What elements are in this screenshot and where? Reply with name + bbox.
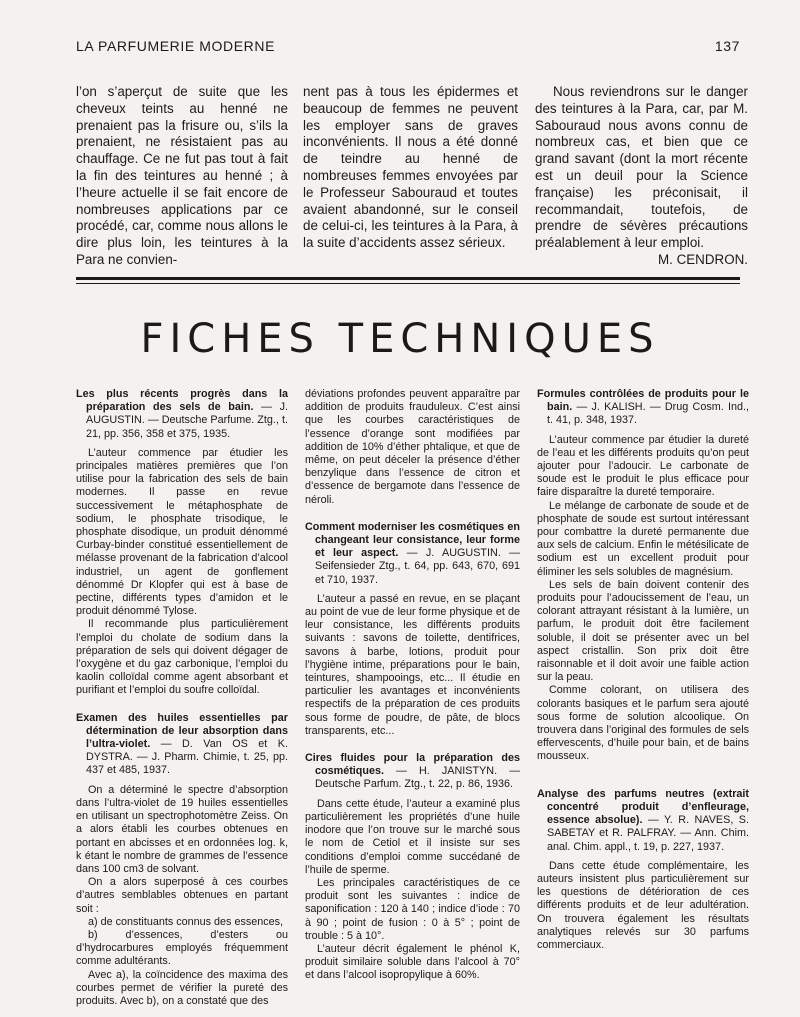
entry-text: Avec a), la coïncidence des maxima des courbes permet de vérifier la pureté des produits. Avec b), on a constaté que des: [76, 968, 288, 1007]
entry-text: b) d’essences, d’esters ou d’hydrocarbures employés fréquemment comme adultérants.: [76, 928, 288, 968]
entry-heading: Les plus récents progrès dans la préparation des sels de bain. — J. AUGUSTIN. — Deutsche Parfume. Ztg., t. 21, pp. 356, 358 et 375, 1935.: [76, 388, 288, 440]
article-text: nent pas à tous les épidermes et beaucoup de femmes ne peuvent les employer sans de graves inconvénients. Il nous a été donné de teindre au henné de nombreuses femmes envoyées par le Professeur Sabouraud et toutes avaient abandonné, sur le conseil de celui-ci, les teintures à la Para, à la suite d’accidents assez sérieux.: [303, 84, 518, 251]
entry-text: Les sels de bain doivent contenir des produits pour l’adoucissement de l’eau, un colorant attrayant résistant à la lumière, un parfum, le produit doit être facilement soluble, il doit se présenter avec un bel aspect cristallin. Son prix doit être raisonnable et il doit avoir une faible action sur la peau.: [537, 578, 749, 684]
entry-heading: Comment moderniser les cosmétiques en changeant leur consistance, leur forme et leur aspect. — J. AUGUSTIN. — Seifensieder Ztg., t. 64, pp. 643, 670, 691 et 710, 1937.: [305, 520, 520, 586]
entry-text: On a alors superposé à ces courbes d’autres semblables obtenues en partant soit :: [76, 876, 288, 915]
article-column-3: [535, 84, 748, 269]
entry-text: a) de constituants connus des essences,: [88, 915, 284, 928]
article-signature: M. CENDRON.: [657, 251, 748, 267]
entry-text: Les principales caractéristiques de ce produit sont les suivantes : indice de saponification : 120 à 140 ; indice d’iode : 70 à 90 ; point de fusion : 0 à 5° ; point de trouble : 5 à 10°.: [305, 876, 520, 942]
divider-rule: [76, 277, 740, 280]
entry-text: L’auteur a passé en revue, en se plaçant au point de vue de leur forme physique et de leur consistance, les différents produits suivants : savons de toilette, dentifrices, savons à barbe, lotions, produit pour l’hygiène intime, préparations pour le bain, teintures, shampooings, etc... Il étudie en particulier les avantages et inconvénients respectifs de la préparation de ces produits sous forme de poudre, de pâte, de blocs transparents, etc...: [305, 592, 520, 737]
entries-column-2: [305, 388, 520, 983]
entry-heading: Cires fluides pour la préparation des cosmétiques. — H. JANISTYN. — Deutsche Parfum. Ztg., t. 22, p. 86, 1936.: [305, 752, 520, 791]
entry-text: Dans cette étude complémentaire, les auteurs insistent plus particulièrement sur les questions de détérioration de ces différents produits et de leur adultération. On trouvera également les résultats analytiques relevés sur 30 parfums commerciaux.: [537, 859, 749, 951]
entries-column-3: [537, 388, 749, 952]
divider-rule-thin: [76, 283, 740, 284]
page-number: 137: [714, 38, 740, 54]
article-column-1: [76, 84, 288, 269]
entry-text: Le mélange de carbonate de soude et de phosphate de soude est surtout intéressant pour combattre la dureté permanente due aux sels de calcium. Enfin le métésilicate de sodium est un excellent produit pour éliminer les sels solubles de magnésium.: [537, 499, 749, 578]
journal-title: LA PARFUMERIE MODERNE: [76, 38, 276, 54]
entry-text: On a déterminé le spectre d’absorption dans l’ultra-violet de 19 huiles essentielles en utilisant un spectrophotomètre Zeiss. On a alors établi les courbes obtenues en portant en abcisses et en ordonnées log. k, k étant le nombre de grammes de l’essence dans 100 cm3 de solvant.: [76, 783, 288, 875]
article-column-2: [303, 84, 518, 252]
section-title: FICHES TECHNIQUES: [140, 316, 660, 362]
entry-heading: Analyse des parfums neutres (extrait concentré produit d’enfleurage, essence absolue). — Y. R. NAVES, S. SABETAY et R. PALFRAY. — Ann. Chim. anal. Chim. appl., t. 19, p. 227, 1937.: [537, 787, 749, 853]
entry-text: déviations profondes peuvent apparaître par addition de produits frauduleux. C’est ainsi que les courbes caractéristiques de l’essence d’orange sont modifiées par addition de 10% d’éther phtalique, et que de même, on peut déceler la présence d’éther benzylique dans l’essence de citron et d’essence de bergamote dans l’essence de néroli.: [305, 388, 520, 506]
entry-text: L’auteur décrit également le phénol K, produit similaire soluble dans l’alcool à 70° et dans l’alcool isopropylique à 60%.: [305, 942, 520, 982]
entry-text: Il recommande plus particulièrement l’emploi du cholate de sodium dans la préparation de sels qui doivent dégager de l’oxygène et du gaz carbonique, l’emploi du kaolin colloïdal comme agent absorbant et purifiant et l’emploi du soufre colloïdal.: [76, 618, 288, 697]
entry-text: L’auteur commence par étudier les principales matières premières que l’on utilise pour la fabrication des sels de bain modernes. Il passe en revue successivement le métaphosphate de sodium, le phosphate trisodique, le phosphate disodique, un produit dénommé Curbay-binder constitué essentiellement de mélasse provenant de la fabrication d’alcool industriel, un agent de gonflement dénommé Dr Klopfer qui est à base de pectine, différents types d’amidon et le produit dénommé Tylose.: [76, 446, 288, 618]
article-text: Nous reviendrons sur le danger des teintures à la Para, car, par M. Sabouraud nous avons connu de nombreux cas, et bien que ce grand savant (dont la mort récente est un deuil pour la Science française) les préconisait, il recommandait, toutefois, de prendre de sévères précautions préalablement à leur emploi.: [535, 84, 748, 251]
entry-text: Comme colorant, on utilisera des colorants basiques et le parfum sera ajouté sous forme de solution alcoolique. On trouvera dans l’original des formules de sels effervescents, d’huile pour bain, et de bains mousseux.: [537, 684, 749, 763]
article-text: l’on s’aperçut de suite que les cheveux teints au henné ne prenaient pas la frisure ou, s’ils la prenaient, ne résistaient pas au chauffage. Ce ne fut pas tout à fait la fin des teintures au henné ; à l’heure actuelle il se fait encore de nombreuses applications par ce procédé, car, comme nous allons le dire plus loin, les teintures à la Para ne convien-: [76, 84, 288, 267]
entry-heading: Formules contrôlées de produits pour le bain. — J. KALISH. — Drug Cosm. Ind., t. 41, p. 348, 1937.: [537, 388, 749, 427]
entries-column-1: [76, 388, 288, 1008]
entry-heading: Examen des huiles essentielles par détermination de leur absorption dans l’ultra-violet. — D. Van OS et K. DYSTRA. — J. Pharm. Chimie, t. 25, pp. 437 et 485, 1937.: [76, 711, 288, 777]
entry-text: Dans cette étude, l’auteur a examiné plus particulièrement les propriétés d’une huile inodore que l’on trouve sur le marché sous le nom de Cetiol et il insiste sur ses conditions d’emploi comme succédané de l’huile de sperme.: [305, 797, 520, 876]
entry-text: L’auteur commence par étudier la dureté de l’eau et les différents produits qu’on peut ajouter pour l’adoucir. Le carbonate de soude est le produit le plus efficace pour faire disparaître la dureté temporaire.: [537, 433, 749, 499]
